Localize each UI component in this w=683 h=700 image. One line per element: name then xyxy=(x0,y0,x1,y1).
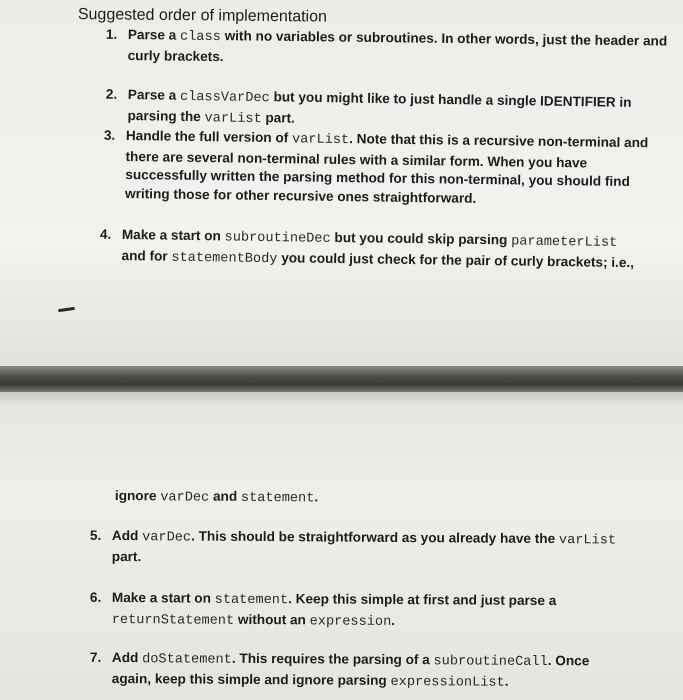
text-segment: there are several non-terminal rules with a similar form. When you have xyxy=(125,148,588,170)
list-item-6 xyxy=(89,589,557,633)
code-term: statement xyxy=(214,592,289,609)
text-segment: Parse a xyxy=(127,86,181,103)
pen-mark xyxy=(58,307,75,312)
text-segment: writing those for other recursive ones straightforward. xyxy=(124,185,477,206)
code-term: classVarDec xyxy=(179,89,270,107)
item-number: 6. xyxy=(89,589,102,605)
page-title: Suggested order of implementation xyxy=(77,6,328,26)
code-term: doStatement xyxy=(142,652,232,668)
item-number: 4. xyxy=(99,226,112,242)
code-term: varDec xyxy=(142,530,192,546)
text-segment: Make a start on xyxy=(111,590,215,606)
text-segment: without an xyxy=(234,611,310,627)
item-line xyxy=(112,609,556,633)
page-fold-shadow xyxy=(0,366,683,392)
code-term: expression xyxy=(309,613,392,630)
code-term: subroutineDec xyxy=(224,230,331,247)
text-segment: . This requires the parsing of a xyxy=(231,650,434,668)
text-segment: again, keep this simple and ignore parsing xyxy=(111,670,391,688)
list-item-4-continuation xyxy=(115,488,318,506)
code-term: varList xyxy=(291,132,350,149)
text-segment: Parse a xyxy=(127,26,181,43)
item-number: 3. xyxy=(103,127,116,143)
text-segment: with no variables or subroutines. In other words, just the header and xyxy=(220,28,668,49)
code-term: statement xyxy=(240,490,315,507)
code-term: subroutineCall xyxy=(433,654,548,671)
text-segment: Make a start on xyxy=(121,226,225,244)
text-segment: . This should be straightforward as you already have the xyxy=(191,528,560,547)
text-segment: . xyxy=(504,673,509,689)
text-segment: part. xyxy=(261,109,296,126)
item-number: 5. xyxy=(89,527,102,543)
text-segment: . xyxy=(314,489,319,505)
code-term: varDec xyxy=(160,490,210,506)
code-term: class xyxy=(179,29,221,46)
text-segment: Add xyxy=(111,528,143,544)
text-segment: you could just check for the pair of curly brackets; i.e., xyxy=(277,249,635,270)
item-number: 7. xyxy=(89,649,102,665)
code-term: expressionList xyxy=(390,674,505,691)
item-line xyxy=(112,527,616,551)
item-line xyxy=(115,488,318,506)
code-term: parameterList xyxy=(511,234,618,251)
text-segment: . xyxy=(391,612,396,628)
fold-gradient xyxy=(0,392,683,406)
code-term: varList xyxy=(204,110,262,127)
item-number: 2. xyxy=(105,86,118,102)
item-line xyxy=(112,669,590,693)
text-segment: . Note that this is a recursive non-terminal and xyxy=(349,131,649,151)
text-segment: Handle the full version of xyxy=(125,127,293,146)
text-segment: successfully written the parsing method for this non-terminal, you should find xyxy=(125,166,630,190)
text-segment: and xyxy=(209,488,242,504)
item-line xyxy=(112,589,556,613)
item-line xyxy=(112,547,616,569)
item-number: 1. xyxy=(105,26,118,42)
text-segment: ignore xyxy=(114,488,161,504)
item-line xyxy=(112,649,590,673)
text-segment: parsing the xyxy=(127,107,205,124)
list-item-5 xyxy=(89,527,617,570)
text-segment: . Keep this simple at first and just parse a xyxy=(288,591,557,609)
text-segment: but you might like to just handle a single IDENTIFIER in xyxy=(269,89,632,110)
text-segment: part. xyxy=(111,548,142,564)
code-term: statementBody xyxy=(171,250,278,267)
text-segment: . Once xyxy=(547,653,590,669)
list-item-3 xyxy=(103,127,649,210)
code-term: varList xyxy=(558,533,617,549)
code-term: returnStatement xyxy=(111,612,235,629)
list-item-4 xyxy=(99,226,635,274)
text-segment: but you could skip parsing xyxy=(330,229,512,248)
list-item-7 xyxy=(89,649,590,693)
text-segment: curly brackets. xyxy=(127,47,224,64)
text-segment: Add xyxy=(111,650,143,666)
text-segment: and for xyxy=(121,247,172,264)
list-item-1 xyxy=(105,26,668,72)
